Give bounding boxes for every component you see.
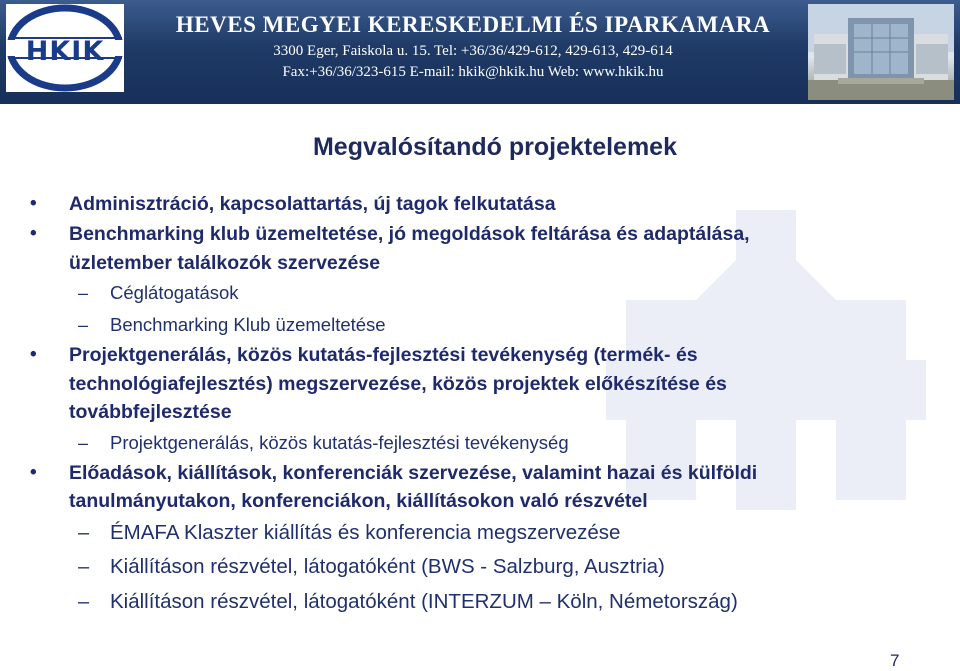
- dash-icon: –: [78, 556, 90, 578]
- contact-line: Fax:+36/36/323-615 E-mail: hkik@hkik.hu Web: www.hkik.hu: [282, 64, 664, 80]
- hkik-logo: [6, 4, 124, 92]
- chamber-name: HEVES MEGYEI KERESKEDELMI ÉS IPARKAMARA: [175, 12, 771, 37]
- bullet-dot-icon: •: [30, 193, 37, 214]
- bullet-dot-icon: •: [30, 461, 37, 483]
- bullet-text-line: Projektgenerálás, közös kutatás-fejlesztési tevékenység (termék- és: [69, 344, 698, 366]
- bullet-item: [0, 220, 960, 277]
- bullet-dot-icon: •: [30, 223, 37, 244]
- bullet-text-line: Kiállításon részvétel, látogatóként (BWS - Salzburg, Ausztria): [110, 555, 665, 578]
- sub-bullet-item: [0, 585, 960, 620]
- bullet-text-line: Előadások, kiállítások, konferenciák szervezése, valamint hazai és külföldi: [69, 461, 758, 484]
- sub-bullet-item: [0, 427, 960, 459]
- building-photo: [808, 4, 954, 100]
- bullet-dot-icon: •: [30, 344, 37, 365]
- logo-text: HKIK: [25, 36, 105, 67]
- header-banner: [0, 0, 960, 104]
- sub-bullet-item: [0, 277, 960, 309]
- dash-icon: –: [78, 315, 89, 335]
- bullet-text-line: tanulmányutakon, konferenciákon, kiállításokon való részvétel: [69, 490, 648, 512]
- sub-bullet-item: [0, 309, 960, 341]
- bullet-text-line: továbbfejlesztése: [69, 401, 232, 423]
- bullet-text-line: Benchmarking klub üzemeltetése, jó megoldások feltárása és adaptálása,: [69, 223, 750, 245]
- dash-icon: –: [78, 590, 90, 613]
- bullet-list: [0, 188, 960, 619]
- bullet-item: [0, 341, 960, 427]
- sub-bullet-item: [0, 550, 960, 585]
- dash-icon: –: [78, 283, 89, 303]
- bullet-text-line: ÉMAFA Klaszter kiállítás és konferencia megszervezése: [110, 520, 621, 544]
- dash-icon: –: [78, 521, 90, 544]
- bullet-text-line: technológiafejlesztés) megszervezése, közös projektek előkészítése és: [69, 372, 727, 395]
- address-line: 3300 Eger, Faiskola u. 15. Tel: +36/36/429-612, 429-613, 429-614: [273, 43, 673, 59]
- bullet-text-line: Kiállításon részvétel, látogatóként (INTERZUM – Köln, Németország): [110, 589, 738, 613]
- bullet-text-line: Adminisztráció, kapcsolattartás, új tagok felkutatása: [69, 193, 556, 215]
- building-icon: [808, 4, 954, 100]
- bullet-text-line: Céglátogatások: [110, 282, 239, 303]
- bullet-item: [0, 459, 960, 516]
- slide-title: Megvalósítandó projektelemek: [312, 133, 677, 161]
- dash-icon: –: [78, 432, 89, 453]
- sub-bullet-item: [0, 516, 960, 551]
- bullet-item: [0, 188, 960, 220]
- bullet-text-line: Benchmarking Klub üzemeltetése: [110, 314, 386, 335]
- bullet-text-line: üzletember találkozók szervezése: [69, 251, 381, 274]
- page-number: 7: [890, 651, 900, 670]
- bullet-text-line: Projektgenerálás, közös kutatás-fejlesztési tevékenység: [110, 431, 569, 453]
